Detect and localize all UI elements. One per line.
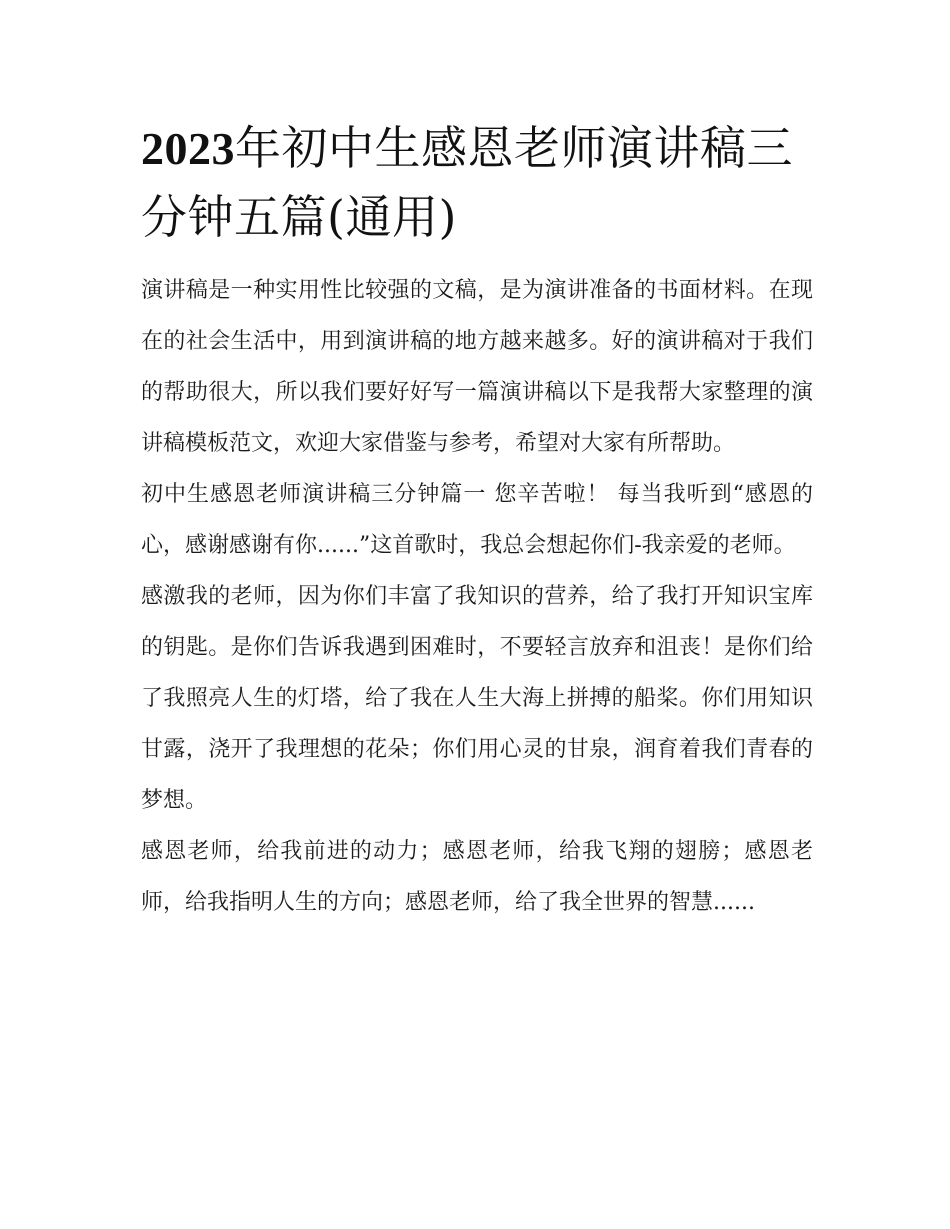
paragraph-thanks-teacher: 感恩老师，给我前进的动力；感恩老师，给我飞翔的翅膀；感恩老师，给我指明人生的方向；感恩老师，给了我全世界的智慧...... [141, 839, 813, 915]
title-year: 2023 [141, 123, 235, 174]
document-page [141, 114, 813, 928]
paragraph-gratitude: 感激我的老师，因为你们丰富了我知识的营养，给了我打开知识宝库的钥匙。是你们告诉我遇到困难时，不要轻言放弃和沮丧！是你们给了我照亮人生的灯塔，给了我在人生大海上拼搏的船桨。你们用知识甘露，浇开了我理想的花朵；你们用心灵的甘泉，润育着我们青春的梦想。 [141, 584, 813, 813]
title-text: 年初中生感恩老师演讲稿三分钟五篇(通用) [141, 121, 793, 244]
paragraph-section-one: 初中生感恩老师演讲稿三分钟篇一 您辛苦啦！ 每当我听到“感恩的心，感谢感谢有你......”这首歌时，我总会想起你们-我亲爱的老师。 [141, 482, 813, 558]
paragraph-intro: 演讲稿是一种实用性比较强的文稿，是为演讲准备的书面材料。在现在的社会生活中，用到演讲稿的地方越来越多。好的演讲稿对于我们的帮助很大，所以我们要好好写一篇演讲稿以下是我帮大家整理的演讲稿模板范文，欢迎大家借鉴与参考，希望对大家有所帮助。 [141, 278, 813, 456]
document-title [141, 114, 813, 251]
